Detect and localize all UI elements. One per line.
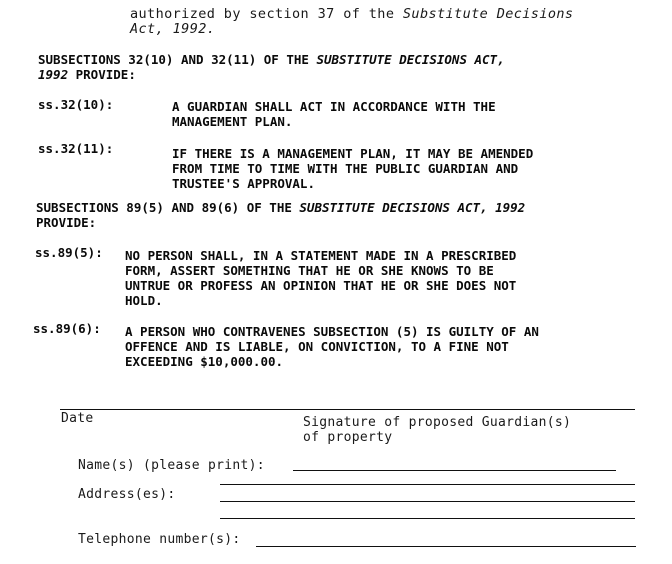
provision-ref: ss.89(5):	[35, 245, 103, 260]
provision-text-line: IF THERE IS A MANAGEMENT PLAN, IT MAY BE AMENDED	[172, 146, 534, 161]
telephone-line[interactable]	[256, 546, 636, 547]
signature-label: Signature of proposed Guardian(s)	[303, 415, 572, 430]
intro-act-name: Substitute Decisions	[402, 6, 574, 22]
provision-ref: ss.32(11):	[38, 141, 114, 156]
address-line-1[interactable]	[220, 484, 635, 485]
section-a-heading-prefix: SUBSECTIONS 32(10) AND 32(11) OF THE	[38, 52, 317, 67]
address-line-2[interactable]	[220, 501, 635, 502]
provision-text-line: TRUSTEE'S APPROVAL.	[172, 176, 315, 191]
date-label: Date	[61, 411, 94, 426]
section-b-heading	[36, 200, 525, 215]
section-a-heading	[38, 52, 505, 67]
provision-text-line: FROM TIME TO TIME WITH THE PUBLIC GUARDIAN AND	[172, 161, 519, 176]
address-label: Address(es):	[78, 487, 176, 502]
provision-text-line: A PERSON WHO CONTRAVENES SUBSECTION (5) IS GUILTY OF AN	[125, 324, 539, 339]
provision-text-line: HOLD.	[125, 293, 163, 308]
section-a-year: 1992	[38, 67, 69, 82]
signature-rule	[60, 409, 635, 410]
signature-label-line2: of property	[303, 430, 393, 445]
provision-text-line: OFFENCE AND IS LIABLE, ON CONVICTION, TO A FINE NOT	[125, 339, 509, 354]
section-b-heading-act: SUBSTITUTE DECISIONS ACT, 1992	[299, 200, 526, 215]
intro-line-1	[130, 7, 573, 22]
provision-text-line: A GUARDIAN SHALL ACT IN ACCORDANCE WITH THE	[172, 99, 496, 114]
section-a-heading-line2	[38, 67, 136, 82]
section-a-provide: PROVIDE:	[68, 67, 136, 82]
telephone-label: Telephone number(s):	[78, 532, 241, 547]
provision-ref: ss.32(10):	[38, 97, 114, 112]
provision-text-line: FORM, ASSERT SOMETHING THAT HE OR SHE KNOWS TO BE	[125, 263, 494, 278]
provision-text-line: MANAGEMENT PLAN.	[172, 114, 293, 129]
section-b-provide: PROVIDE:	[36, 215, 97, 230]
section-a-heading-act: SUBSTITUTE DECISIONS ACT,	[316, 52, 505, 67]
names-line[interactable]	[293, 470, 616, 471]
names-label: Name(s) (please print):	[78, 458, 265, 473]
provision-text-line: UNTRUE OR PROFESS AN OPINION THAT HE OR SHE DOES NOT	[125, 278, 517, 293]
provision-ref: ss.89(6):	[33, 321, 101, 336]
provision-text-line: EXCEEDING $10,000.00.	[125, 354, 284, 369]
address-line-3[interactable]	[220, 518, 635, 519]
section-b-heading-prefix: SUBSECTIONS 89(5) AND 89(6) OF THE	[36, 200, 300, 215]
provision-text-line: NO PERSON SHALL, IN A STATEMENT MADE IN A PRESCRIBED	[125, 248, 517, 263]
intro-prefix: authorized by section 37 of the	[130, 6, 403, 22]
intro-line-2: Act, 1992.	[130, 21, 216, 37]
